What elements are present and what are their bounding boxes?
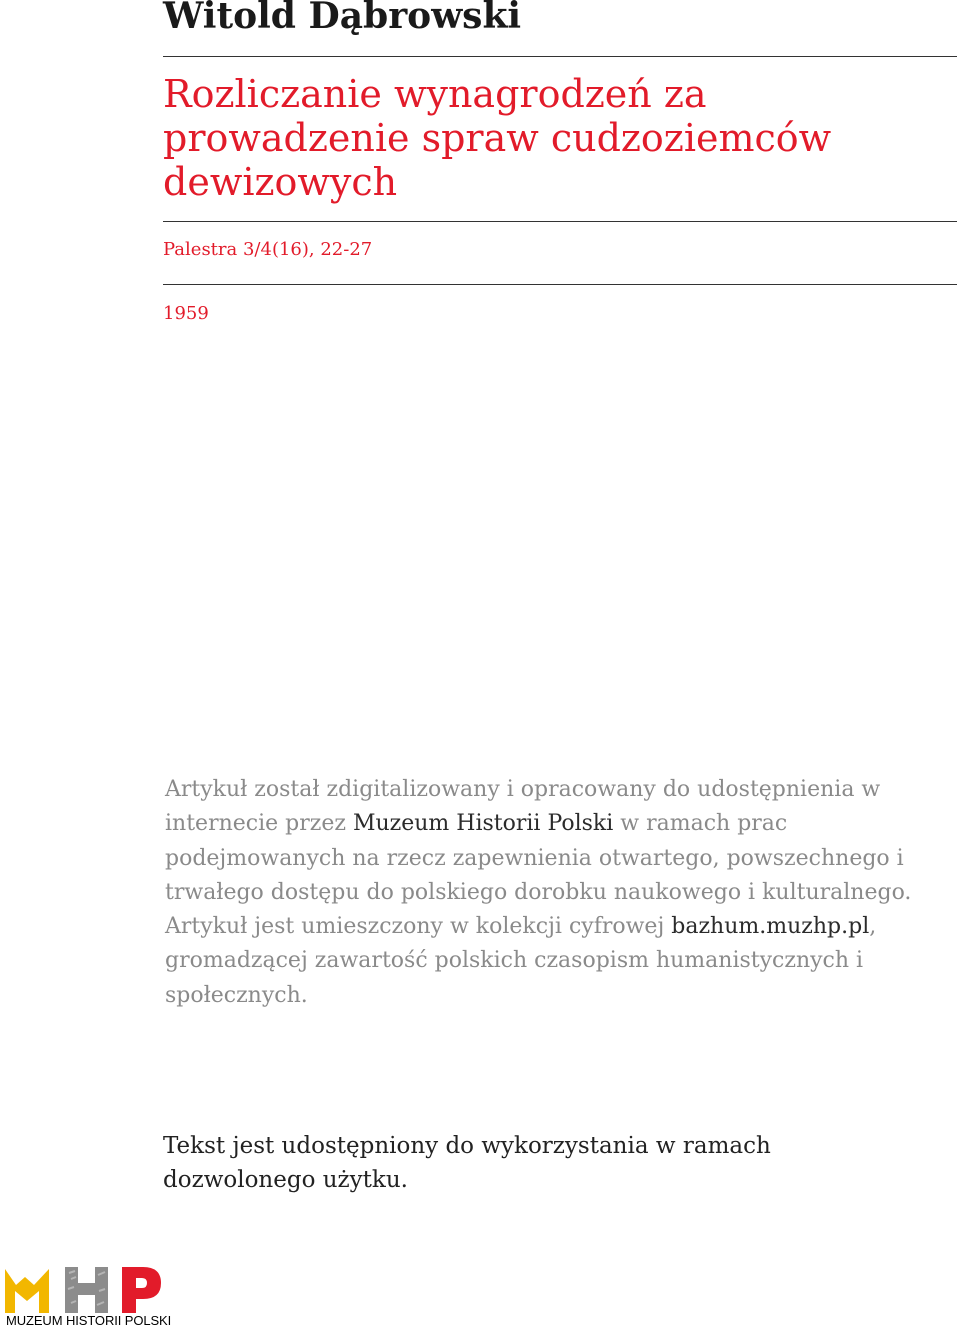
article-title: Rozliczanie wynagrodzeń za prowadzenie spraw cudzoziemców dewizowych bbox=[163, 72, 832, 204]
logo-text: MUZEUM HISTORII POLSKI bbox=[6, 1313, 172, 1328]
logo-m-shape bbox=[5, 1269, 49, 1313]
museum-name: Muzeum Historii Polski bbox=[352, 811, 614, 837]
description-text-3: , gromadzącej zawartość polskich czasopism humanistycznych i społecznych. bbox=[165, 914, 877, 1008]
divider-top bbox=[163, 56, 957, 57]
description-text-1: Artykuł został zdigitalizowany i opracowany do udostępnienia w internecie przez bbox=[165, 777, 881, 837]
digitization-note bbox=[165, 773, 925, 1013]
divider-middle bbox=[163, 221, 957, 222]
license-note: Tekst jest udostępniony do wykorzystania w ramach dozwolonego użytku. bbox=[163, 1133, 771, 1193]
journal-source: Palestra 3/4(16), 22-27 bbox=[163, 239, 373, 260]
author-name: Witold Dąbrowski bbox=[163, 0, 522, 37]
description-text-2: w ramach prac podejmowanych na rzecz zapewnienia otwartego, powszechnego i trwałego dostępu do polskiego dorobku naukowego i kulturalnego. Artykuł jest umieszczony w kolekcji cyfrowej bbox=[165, 811, 912, 940]
collection-link[interactable]: bazhum.muzhp.pl bbox=[671, 914, 870, 940]
logo-p-shape bbox=[122, 1267, 161, 1313]
divider-bottom bbox=[163, 284, 957, 285]
publication-year: 1959 bbox=[163, 303, 209, 324]
